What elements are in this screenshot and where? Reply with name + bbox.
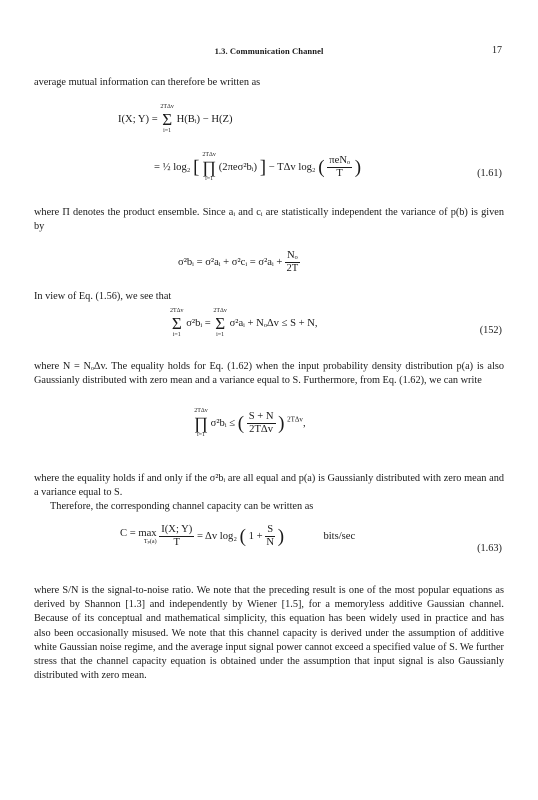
- equation-channel-capacity: [120, 524, 355, 549]
- eq5-frac-den: 2TΔv: [249, 424, 274, 435]
- eq6-inner: 1 +: [248, 530, 263, 542]
- equation-sum-variance: [170, 308, 318, 339]
- eq6-sn-den: N: [266, 537, 275, 548]
- right-paren-icon: ): [354, 157, 362, 178]
- left-paren-icon: (: [318, 157, 325, 178]
- eq1-rhs: H(Bᵢ) − H(Z): [176, 113, 233, 125]
- paragraph-therefore: Therefore, the corresponding channel capacity can be written as: [50, 501, 314, 512]
- eq4-sum2-lower: i=1: [216, 332, 225, 338]
- eq2-prod-upper: 2TΔv: [202, 152, 216, 158]
- right-paren-icon: ): [277, 526, 285, 547]
- eq2-frac-den: T: [336, 168, 343, 179]
- sum-symbol-icon: Σ: [162, 110, 173, 129]
- equation-variance: [178, 250, 300, 275]
- eq2-fraction: [327, 155, 352, 180]
- equation-number-152: (152): [479, 325, 502, 336]
- eq6-lhs: C = max: [120, 527, 157, 539]
- eq5-fraction: [247, 411, 276, 436]
- eq2-mid: − TΔv log₂: [268, 161, 316, 173]
- paragraph-intro: average mutual information can therefore be written as: [34, 77, 261, 88]
- eq4-tail: σ²aᵢ + NₒΔv ≤ S + N,: [229, 317, 318, 329]
- eq6-units: bits/sec: [323, 530, 356, 542]
- eq6-frac-den: T: [173, 537, 181, 548]
- equation-number-1-61: (1.61): [477, 168, 502, 179]
- eq3-frac-den: 2T: [286, 263, 299, 274]
- paragraph-product-ensemble: where Π denotes the product ensemble. Since aᵢ and cᵢ are statistically independent the variance of p(b) is given by: [34, 207, 504, 233]
- eq2-inner: (2πeσ²bᵢ): [218, 161, 258, 173]
- product-symbol-icon: ∏: [194, 414, 208, 433]
- eq5-product: [194, 408, 208, 439]
- eq1-summation: [160, 104, 174, 135]
- eq6-fraction: [159, 524, 194, 549]
- eq1-sum-lower: i=1: [163, 128, 172, 134]
- sum-symbol-icon: Σ: [215, 314, 226, 333]
- eq5-comma: ,: [302, 417, 306, 429]
- eq1-lhs: I(X; Y) =: [118, 113, 158, 125]
- eq5-exponent: 2TΔv: [287, 415, 303, 424]
- equation-number-1-63: (1.63): [477, 543, 502, 554]
- eq2-product: [202, 152, 216, 183]
- eq6-max: [120, 528, 157, 546]
- paragraph-in-view: In view of Eq. (1.56), we see that: [34, 291, 172, 302]
- eq5-frac-num: S + N: [248, 411, 274, 422]
- eq6-sn-fraction: [265, 524, 275, 549]
- eq1-sum-upper: 2TΔv: [160, 104, 174, 110]
- eq6-max-sub: Tₚ(a): [143, 538, 157, 545]
- eq6-mid: = Δv log₂: [196, 530, 238, 542]
- eq5-mid: σ²bᵢ ≤: [210, 417, 236, 429]
- page-number: 17: [492, 45, 502, 56]
- eq5-prod-upper: 2TΔv: [194, 408, 208, 414]
- eq3-body: σ²bᵢ = σ²aᵢ + σ²cᵢ = σ²aᵢ +: [178, 256, 283, 268]
- eq6-sn-num: S: [267, 524, 274, 535]
- left-paren-icon: (: [239, 526, 246, 547]
- right-bracket-icon: ]: [259, 157, 267, 178]
- equation-log-product: [154, 152, 361, 183]
- eq3-fraction: [285, 250, 300, 275]
- eq6-frac-num: I(X; Y): [161, 524, 193, 535]
- page-header: [34, 46, 504, 60]
- running-head: 1.3. Communication Channel: [214, 46, 324, 56]
- paragraph-iff: where the equality holds if and only if the σ²bᵢ are all equal and p(a) is Gaussianly distributed with zero mean and a variance equal to S.: [34, 473, 504, 499]
- right-paren-icon: ): [278, 413, 285, 434]
- eq4-sum-upper: 2TΔv: [170, 308, 184, 314]
- eq4-mid: σ²bᵢ =: [186, 317, 211, 329]
- paragraph-snr: where S/N is the signal-to-noise ratio. We note that the preceding result is one of the most popular equations as derived by Shannon [1.3] and independently by Wiener [1.5], for a memoryless additive Gaussian channel. Because of its conceptual and mathematical simplicity, this equation has been widely used in practice and has also been occasionally misused. We note that this channel capacity is derived under the assumption of additive white Gaussian noise regime, and the average input signal power cannot exceed a specified value of S. We further stress that the channel capacity equation is obtained under the assumption that input signal is also Gaussianly distributed with zero mean.: [34, 585, 504, 682]
- eq2-prefix: = ½ log₂: [154, 161, 191, 173]
- eq4-sum-lower: i=1: [172, 332, 181, 338]
- eq4-sum-right: [213, 308, 227, 339]
- left-bracket-icon: [: [193, 157, 200, 178]
- left-paren-icon: (: [237, 413, 245, 434]
- product-symbol-icon: ∏: [202, 158, 217, 177]
- eq4-sum2-upper: 2TΔv: [213, 308, 227, 314]
- equation-mutual-information: [118, 104, 233, 135]
- equation-product-bound: [194, 408, 306, 439]
- paragraph-equality: where N = NₒΔv. The equality holds for Eq. (1.62) when the input probability density distribution p(a) is also Gaussianly distributed with zero mean and a variance equal to S. Furthermore, from Eq. (1.62), we can write: [34, 361, 504, 387]
- eq2-frac-num: πeNₒ: [329, 155, 351, 166]
- eq4-sum-left: [170, 308, 184, 339]
- eq5-prod-lower: i=1: [196, 432, 206, 438]
- eq3-frac-num: Nₒ: [286, 250, 298, 261]
- sum-symbol-icon: Σ: [171, 314, 182, 333]
- eq2-prod-lower: i=1: [205, 176, 214, 182]
